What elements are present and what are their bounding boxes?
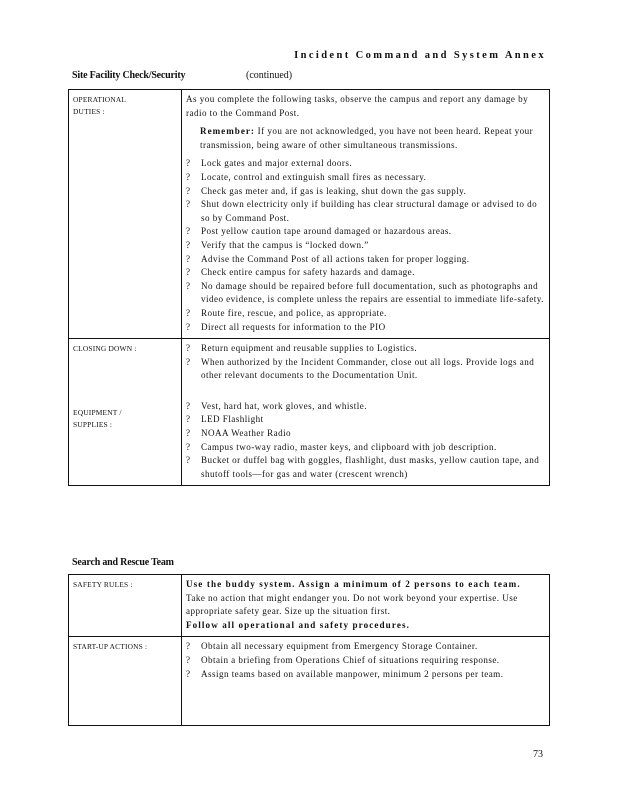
remember-note [200,125,545,152]
list-item: ? Post yellow caution tape around damaged or hazardous areas. [186,225,545,239]
list-item: ? Direct all requests for information to the PIO [186,321,545,335]
section-title-site-facility: Site Facility Check/Security [72,70,186,81]
label-line: OPERATIONAL [73,95,127,104]
safety-rule-follow: Follow all operational and safety procedures. [186,619,410,630]
list-item: ? Obtain all necessary equipment from Emergency Storage Container. [186,640,545,654]
equipment-list [186,400,545,482]
label-line: DUTIES : [73,107,105,116]
list-item: ? Bucket or duffel bag with goggles, flashlight, dust masks, yellow caution tape, and shutoff tools—for gas and water (crescent wrench) [186,454,545,481]
label-line: START-UP ACTIONS : [73,642,148,652]
list-item: ? Advise the Command Post of all actions taken for proper logging. [186,253,545,267]
list-item: ? Campus two-way radio, master keys, and clipboard with job description. [186,441,545,455]
operational-duties-row [69,90,550,339]
continued-label: (continued) [246,70,293,81]
list-item: ? NOAA Weather Radio [186,427,545,441]
safety-rules-content [182,575,550,637]
list-item: ? Return equipment and reusable supplies to Logistics. [186,342,545,356]
safety-rule-buddy: Use the buddy system. Assign a minimum of 2 persons to each team. [186,579,521,589]
startup-actions-list [186,640,545,681]
list-item: ? Vest, hard hat, work gloves, and whistle. [186,400,545,414]
remember-key: Remember: [200,126,255,137]
operational-duties-list [186,157,545,334]
closing-equipment-row [69,339,550,486]
list-item: ? Check gas meter and, if gas is leaking, shut down the gas supply. [186,185,545,199]
operational-duties-label [69,90,182,339]
label-line: SAFETY RULES : [73,580,133,589]
list-item: ? Shut down electricity only if building has clear structural damage or advised to do so by Command Post. [186,198,545,225]
safety-rule-caution: Take no action that might endanger you. Do not work beyond your expertise. Use appropriate safety gear. Size up the situation first. [186,592,518,617]
annex-header: Incident Command and System Annex [294,50,546,61]
startup-actions-content [182,637,550,726]
closing-equipment-labels [69,339,182,486]
equipment-label: EQUIPMENT / [73,408,122,418]
safety-rules-row [69,575,550,637]
startup-actions-label [69,637,182,726]
site-facility-table [68,89,550,486]
list-item: ? No damage should be repaired before full documentation, such as photographs and video evidence, is complete unless the repairs are essential to immediate life-safety. [186,280,545,307]
list-item: ? Check entire campus for safety hazards and damage. [186,266,545,280]
startup-actions-row [69,637,550,726]
list-item: ? Lock gates and major external doors. [186,157,545,171]
page-number: 73 [533,749,543,760]
closing-down-list [186,342,545,383]
list-item: ? Route fire, rescue, and police, as appropriate. [186,307,545,321]
list-item: ? Verify that the campus is “locked down.” [186,239,545,253]
section-title-search-rescue: Search and Rescue Team [72,557,174,568]
list-item: ? When authorized by the Incident Commander, close out all logs. Provide logs and other relevant documents to the Documentation Unit. [186,356,545,383]
supplies-label: SUPPLIES : [73,420,113,430]
list-item: ? LED Flashlight [186,413,545,427]
closing-equipment-content [182,339,550,486]
list-item: ? Obtain a briefing from Operations Chief of situations requiring response. [186,654,545,668]
operational-duties-content [182,90,550,339]
search-rescue-table [68,574,550,726]
safety-rules-label [69,575,182,637]
list-item: ? Assign teams based on available manpower, minimum 2 persons per team. [186,668,545,682]
list-item: ? Locate, control and extinguish small fires as necessary. [186,171,545,185]
operational-intro: As you complete the following tasks, observe the campus and report any damage by radio to the Command Post. [186,94,529,118]
closing-down-label: CLOSING DOWN : [73,344,137,354]
remember-text: If you are not acknowledged, you have not been heard. Repeat your transmission, being aware of other simultaneous transmissions. [200,126,534,150]
